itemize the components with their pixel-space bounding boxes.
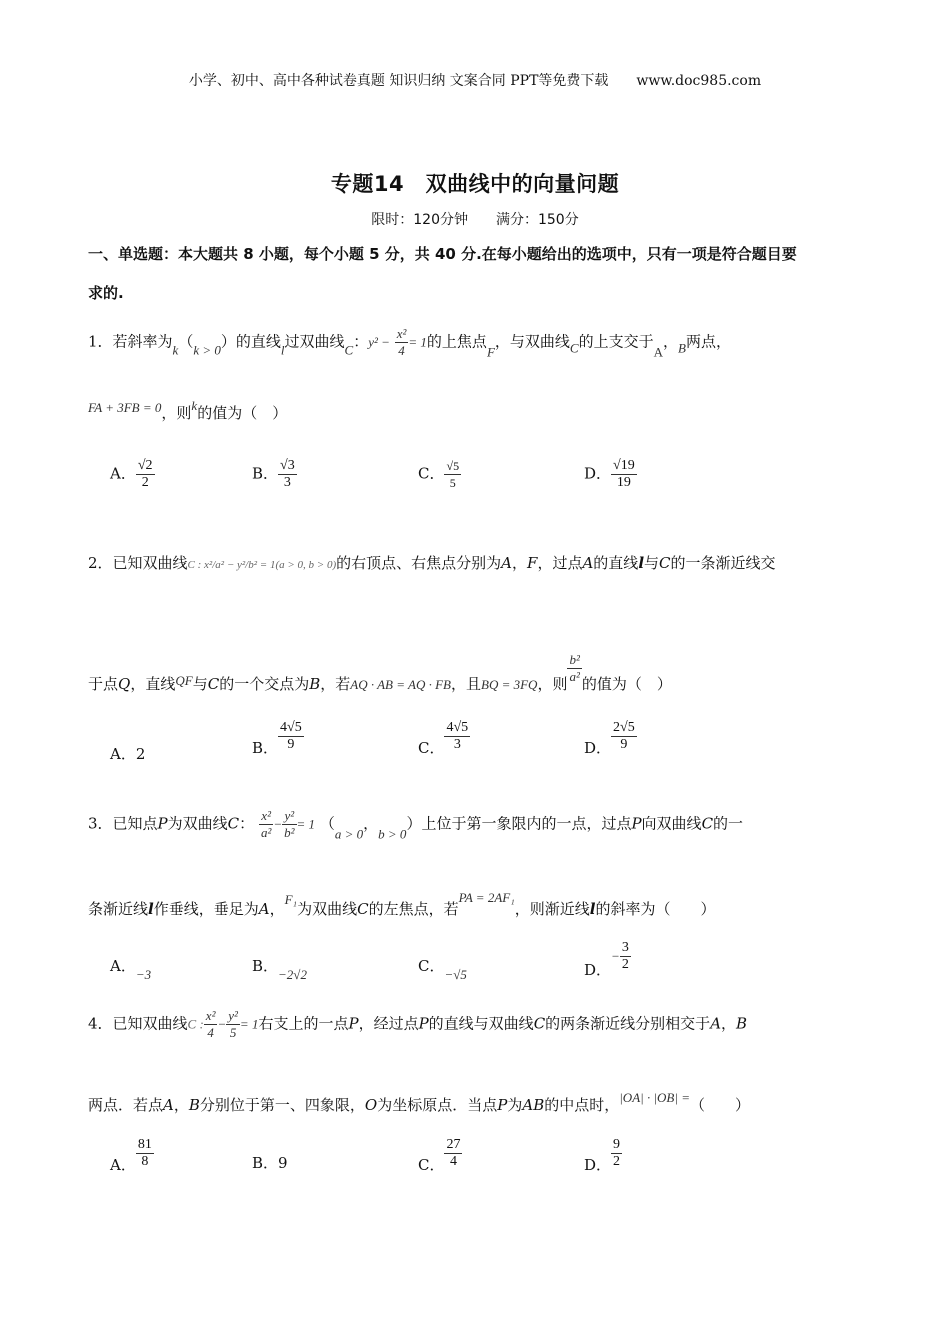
q2-option-c[interactable]: C． $\frac{4√5}{3}$: [418, 720, 469, 757]
q3-option-c[interactable]: C．−√5: [418, 957, 467, 982]
question-1-line2: FA + 3FB = 0，则k的值为（ ）: [88, 398, 288, 422]
section-header-line1: 一、单选题：本大题共 8 小题，每个小题 5 分，共 40 分.在每小题给出的选项中，只有一项是符合题目要: [88, 245, 797, 263]
q1-equation-fraction: $\frac{\text{x²}}{4}$: [396, 326, 407, 358]
section-header-line2: 求的.: [88, 284, 124, 302]
q1-option-a[interactable]: A． $\frac{√2}{2}$: [110, 458, 153, 490]
question-2-line1: 2．已知双曲线C : x²/a² − y²/b² = 1(a > 0, b > 0)的右顶点、右焦点分别为A，F，过点A的直线l与C的一条渐近线交: [88, 554, 776, 572]
q1-option-b[interactable]: B． $\frac{√3}{3}$: [252, 458, 295, 490]
q1-option-c[interactable]: C． $\frac{√5}{5}$: [418, 459, 460, 490]
q2-option-a[interactable]: A．2: [110, 745, 146, 763]
question-2-line2: 于点Q，直线QF与C的一个交点为B，若AQ · AB = AQ · FB，且BQ = 3FQ，则 $\frac{\text{b²}}{\text{a²}}$ 的值为（ ）: [88, 652, 672, 693]
q4-option-c[interactable]: C． $\frac{27}{4}$: [418, 1137, 461, 1174]
q3-option-d[interactable]: D．− $\frac{3}{2}$: [584, 940, 629, 979]
question-4-line1: 4．已知双曲线C : $\frac{\text{x²}}{4}$ − $\frac{\text{y²}}{5}$ = 1右支上的一点P，经过点P的直线与双曲线C的两条渐近线分别相交于A，B: [88, 1008, 748, 1040]
q4-option-b[interactable]: B．9: [252, 1154, 288, 1172]
question-4-line2: 两点．若点A，B分别位于第一、四象限，O为坐标原点．当点P为AB的中点时，|OA| · |OB| =（ ）: [88, 1090, 750, 1114]
q3-option-a[interactable]: A．−3: [110, 957, 152, 982]
q4-option-d[interactable]: D． $\frac{9}{2}$: [584, 1137, 621, 1174]
q2-option-d[interactable]: D． $\frac{2√5}{9}$: [584, 720, 635, 757]
page-subtitle: 限时：120分钟 满分：150分: [371, 212, 579, 228]
question-1-line1: 1．若斜率为k（k > 0）的直线l过双曲线C：y² − $\frac{\text{x²}}{4}$ = 1的上焦点F，与双曲线C的上支交于A，B两点，: [88, 326, 731, 360]
q4-option-a[interactable]: A． $\frac{81}{8}$: [110, 1137, 152, 1174]
question-3-line1: 3．已知点P为双曲线C： $\frac{\text{x²}}{\text{a²}}$ − $\frac{\text{y²}}{\text{b²}}$ = 1 （a > 0，b > 0）上位于第一象限内的一点，过点P向双曲线C的一: [88, 808, 744, 842]
q2-option-b[interactable]: B． $\frac{4√5}{9}$: [252, 720, 302, 757]
page-title: 专题14 双曲线中的向量问题: [330, 172, 620, 196]
q3-option-b[interactable]: B．−2√2: [252, 957, 307, 982]
q1-option-d[interactable]: D． $\frac{√19}{19}$: [584, 458, 635, 490]
question-3-line2: 条渐近线l作垂线，垂足为A，F₁为双曲线C的左焦点，若PA = 2AF₁，则渐近线l的斜率为（ ）: [88, 890, 716, 918]
page-banner: 小学、初中、高中各种试卷真题 知识归纳 文案合同 PPT等免费下载 www.doc985.com: [188, 73, 762, 89]
